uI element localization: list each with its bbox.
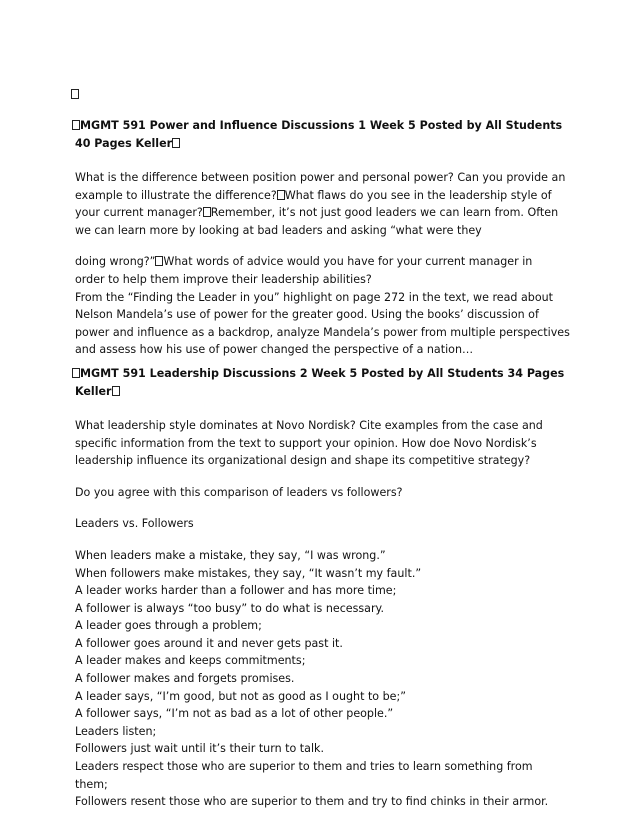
missing-glyph-box-icon xyxy=(172,138,180,148)
missing-glyph-box-icon xyxy=(72,120,80,130)
document-body xyxy=(75,75,575,811)
text-line: What flaws do you see in the leadership style of xyxy=(284,188,552,202)
text-line: doing wrong?” xyxy=(75,255,156,269)
missing-glyph-box-icon xyxy=(71,89,79,99)
text-line: What is the difference between position power and personal power? Can you provide an xyxy=(75,171,566,184)
section1-heading xyxy=(72,117,575,153)
text-line: From the “Finding the Leader in you” highlight on page 272 in the text, we read about xyxy=(75,290,553,304)
list-item: A follower goes around it and never gets past it. xyxy=(75,636,343,650)
list-item: Leaders listen; xyxy=(75,724,157,738)
list-item: A leader goes through a problem; xyxy=(75,619,262,633)
list-item: A leader works harder than a follower and has more time; xyxy=(75,584,397,598)
missing-glyph-box-icon xyxy=(277,190,285,200)
list-item: Followers resent those who are superior to them and try to find chinks in their armor. xyxy=(75,795,549,809)
list-item: them; xyxy=(75,777,108,791)
section1-heading-line1: MGMT 591 Power and Influence Discussions 1 Week 5 Posted by All Students xyxy=(80,119,563,132)
missing-glyph-box-icon xyxy=(203,207,211,217)
list-item: When leaders make a mistake, they say, “I was wrong.” xyxy=(75,548,386,562)
section2-heading-line2: Keller xyxy=(75,384,112,398)
section1-paragraph2 xyxy=(75,253,575,359)
section2-question xyxy=(75,484,575,502)
text-line: specific information from the text to support your opinion. How doe Novo Nordisk’s xyxy=(75,436,537,450)
list-item: A leader makes and keeps commitments; xyxy=(75,654,306,668)
list-item: Leaders respect those who are superior to them and tries to learn something from xyxy=(75,760,533,774)
question-text: Do you agree with this comparison of leaders vs followers? xyxy=(75,485,403,499)
section1-paragraph1 xyxy=(75,169,575,239)
section2-paragraph1 xyxy=(75,417,575,470)
section2-subtitle xyxy=(75,515,575,533)
text-line: we can learn more by looking at bad leaders and asking “what were they xyxy=(75,223,482,237)
list-item: A follower says, “I’m not as bad as a lot of other people.” xyxy=(75,707,394,721)
list-item: Followers just wait until it’s their turn to talk. xyxy=(75,742,324,756)
text-line: Remember, it’s not just good leaders we can learn from. Often xyxy=(210,206,559,220)
missing-glyph-box-icon xyxy=(112,386,120,396)
list-item: When followers make mistakes, they say, “It wasn’t my fault.” xyxy=(75,566,422,580)
text-line: example to illustrate the difference? xyxy=(75,188,277,202)
list-item: A follower makes and forgets promises. xyxy=(75,672,295,686)
text-line: order to help them improve their leadership abilities? xyxy=(75,272,372,286)
section2-heading xyxy=(72,365,575,401)
text-line: What words of advice would you have for your current manager in xyxy=(163,255,533,269)
list-item: A follower is always “too busy” to do what is necessary. xyxy=(75,601,385,615)
missing-glyph-box-icon xyxy=(72,368,80,378)
section2-heading-line1: MGMT 591 Leadership Discussions 2 Week 5 Posted by All Students 34 Pages xyxy=(80,366,565,380)
subtitle-text: Leaders vs. Followers xyxy=(75,517,194,531)
text-line: leadership influence its organizational design and shape its competitive strategy? xyxy=(75,454,531,468)
leaders-vs-followers-list xyxy=(75,547,575,811)
text-line: and assess how his use of power changed the perspective of a nation… xyxy=(75,343,474,357)
text-line: your current manager? xyxy=(75,206,203,220)
section1-heading-line2: 40 Pages Keller xyxy=(75,137,173,150)
text-line: Nelson Mandela’s use of power for the greater good. Using the books’ discussion of xyxy=(75,308,539,322)
text-line: power and influence as a backdrop, analyze Mandela’s power from multiple perspectives xyxy=(75,325,570,339)
list-item: A leader says, “I’m good, but not as good as I ought to be;” xyxy=(75,689,406,703)
text-line: What leadership style dominates at Novo Nordisk? Cite examples from the case and xyxy=(75,418,543,432)
